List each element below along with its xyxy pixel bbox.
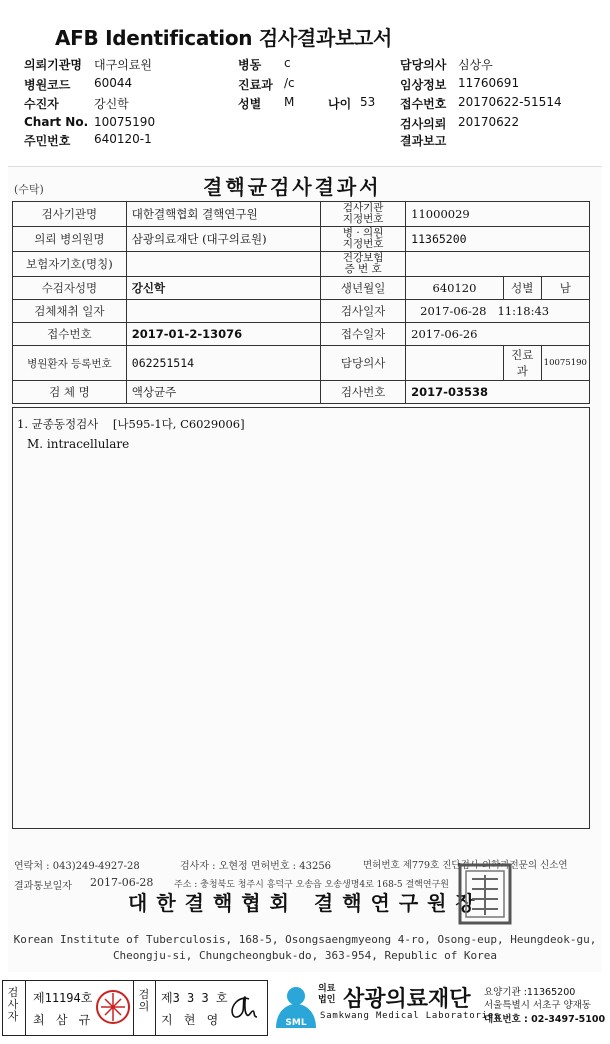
- footer-license: 면허번호 제779호 진단검사 의학과전문의 신소연: [363, 860, 568, 871]
- lbl-birth: 생년월일: [321, 277, 406, 300]
- lbl-patient-name: 수검자성명: [13, 277, 127, 300]
- address-en-1: Korean Institute of Tuberculosis, 168-5, Osongsaengmyeong 4-ro, Osong-eup, Heungdeok-gu,: [13, 933, 597, 946]
- lbl-insurance-no: 건강보험 증 번 호: [321, 252, 406, 277]
- lab-footer: [0, 978, 610, 1040]
- lbl-test-date: 검사일자: [321, 300, 406, 323]
- lbl-collect-date: 검체채취 일자: [13, 300, 127, 323]
- val-insurer: [126, 252, 320, 277]
- field-request-date: 검사의뢰 20170622: [400, 115, 520, 131]
- brand-name: 삼광의료재단: [343, 987, 471, 1012]
- val-receipt-date: 2017-06-26: [406, 323, 590, 346]
- lbl-exam-inst: 검사기관명: [13, 202, 127, 227]
- table-row: [13, 227, 590, 252]
- lbl-sex: 성별: [503, 277, 541, 300]
- footer-contact: 연락처 : 043)249-4927-28: [14, 861, 140, 872]
- footer-address-kr: 주소 : 충청북도 청주시 흥덕구 오송읍 오송생명4로 168-5 결핵연구원: [174, 880, 449, 890]
- result-test-line: 1. 균종동정검사 [나595-1다, C6029006]: [17, 417, 245, 431]
- lbl-insurer: 보험자기호(명칭): [13, 252, 127, 277]
- val-test-no: 2017-03538: [406, 381, 590, 404]
- examiner-label: 검사자: [7, 986, 19, 1023]
- brand-sub: Samkwang Medical Laboratories: [320, 1011, 501, 1021]
- field-doctor: 담당의사 심상우: [400, 58, 493, 72]
- val-test-date: 2017-06-28 11:18:43: [406, 300, 590, 323]
- field-chart-no: Chart No. 10075190: [24, 115, 156, 129]
- sml-logo-text: SML: [285, 1018, 307, 1028]
- lbl-req-hospital: 의뢰 병의원명: [13, 227, 127, 252]
- lab-address: 서울특별시 서초구 양재동: [484, 1000, 591, 1011]
- examiner-stamp-icon: [95, 987, 131, 1027]
- val-insurance-no: [406, 252, 590, 277]
- val-exam-inst-no: 11000029: [406, 202, 590, 227]
- lbl-specimen: 검 체 명: [13, 381, 127, 404]
- val-specimen: 액상균주: [126, 381, 320, 404]
- form-table: [12, 201, 590, 404]
- field-department: 진료과 /c: [238, 76, 295, 92]
- val-collect-date: [126, 300, 320, 323]
- signature-box: [2, 980, 268, 1036]
- table-row: [13, 252, 590, 277]
- val-sex: 남: [541, 277, 589, 300]
- form-subtitle: (수탁): [14, 183, 44, 196]
- table-row: [13, 381, 590, 404]
- institution-name: 대한결핵협회 결핵연구원장: [128, 891, 484, 915]
- reviewer-name: 지 현 영: [161, 1013, 221, 1027]
- field-clinical-info: 임상정보 11760691: [400, 76, 520, 92]
- lbl-dept: 진료과: [503, 346, 541, 381]
- examiner-name: 최 삼 규: [33, 1013, 93, 1027]
- result-area: [12, 407, 590, 829]
- field-institution: 의뢰기관명 대구의료원: [24, 58, 152, 72]
- lbl-patient-reg-no: 병원환자 등록번호: [13, 346, 127, 381]
- val-receipt-no: 2017-01-2-13076: [126, 323, 320, 346]
- val-attending: [406, 346, 504, 381]
- table-row: [13, 323, 590, 346]
- field-patient: 수진자 강신학: [24, 97, 129, 111]
- address-en-2: Cheongju-si, Chungcheongbuk-do, 363-954, Republic of Korea: [112, 949, 498, 962]
- institution-seal-icon: [458, 863, 512, 925]
- field-hospital-code: 병원코드 60044: [24, 76, 133, 92]
- field-ward: 병동 c: [238, 56, 291, 72]
- lbl-test-no: 검사번호: [321, 381, 406, 404]
- reviewer-label: 검의: [138, 988, 150, 1013]
- footer-report-date: 2017-06-28: [90, 876, 154, 889]
- val-birth: 640120: [406, 277, 504, 300]
- field-sex: 성별 M: [238, 95, 295, 111]
- lbl-attending: 담당의사: [321, 346, 406, 381]
- field-result-report: 결과보고: [400, 134, 447, 148]
- lbl-receipt-no: 접수번호: [13, 323, 127, 346]
- form-title: 결핵균검사결과서: [203, 175, 382, 199]
- footer-examiner: 검사자 : 오현정 면허번호 : 43256: [180, 861, 332, 872]
- result-organism: M. intracellulare: [27, 437, 130, 451]
- field-age: 나이 53: [328, 95, 376, 111]
- val-exam-inst: 대한결핵협회 결핵연구원: [126, 202, 320, 227]
- table-row: [13, 277, 590, 300]
- val-hospital-no: 11365200: [406, 227, 590, 252]
- reviewer-no: 제3 3 3 호: [161, 991, 228, 1005]
- lbl-hospital-no: 병 · 의원 지정번호: [321, 227, 406, 252]
- sml-logo-icon: [272, 982, 318, 1034]
- lab-yoyang-no: 요양기관 :11365200: [484, 987, 576, 998]
- lbl-exam-inst-no: 검사기관 지정번호: [321, 202, 406, 227]
- field-receipt-no: 접수번호 20170622-51514: [400, 95, 562, 111]
- field-resident-no: 주민번호 640120-1: [24, 132, 152, 148]
- val-patient-name: 강신학: [126, 277, 320, 300]
- reviewer-signature-icon: [223, 989, 261, 1027]
- footer-report-date-label: 결과통보일자: [14, 881, 72, 892]
- brand-law: 의료 법인: [318, 984, 336, 1005]
- val-req-hospital: 삼광의료재단 (대구의료원): [126, 227, 320, 252]
- table-row: [13, 202, 590, 227]
- report-title: AFB Identification 검사결과보고서: [55, 26, 393, 50]
- table-row: [13, 346, 590, 381]
- val-dept: 10075190: [541, 346, 589, 381]
- lab-phone: 대표번호 : 02-3497-5100: [484, 1014, 606, 1025]
- examiner-no: 제11194호: [33, 991, 93, 1005]
- table-row: [13, 300, 590, 323]
- scanned-result-form: [8, 166, 602, 972]
- report-header: [0, 0, 610, 165]
- val-patient-reg-no: 062251514: [126, 346, 320, 381]
- lbl-receipt-date: 접수일자: [321, 323, 406, 346]
